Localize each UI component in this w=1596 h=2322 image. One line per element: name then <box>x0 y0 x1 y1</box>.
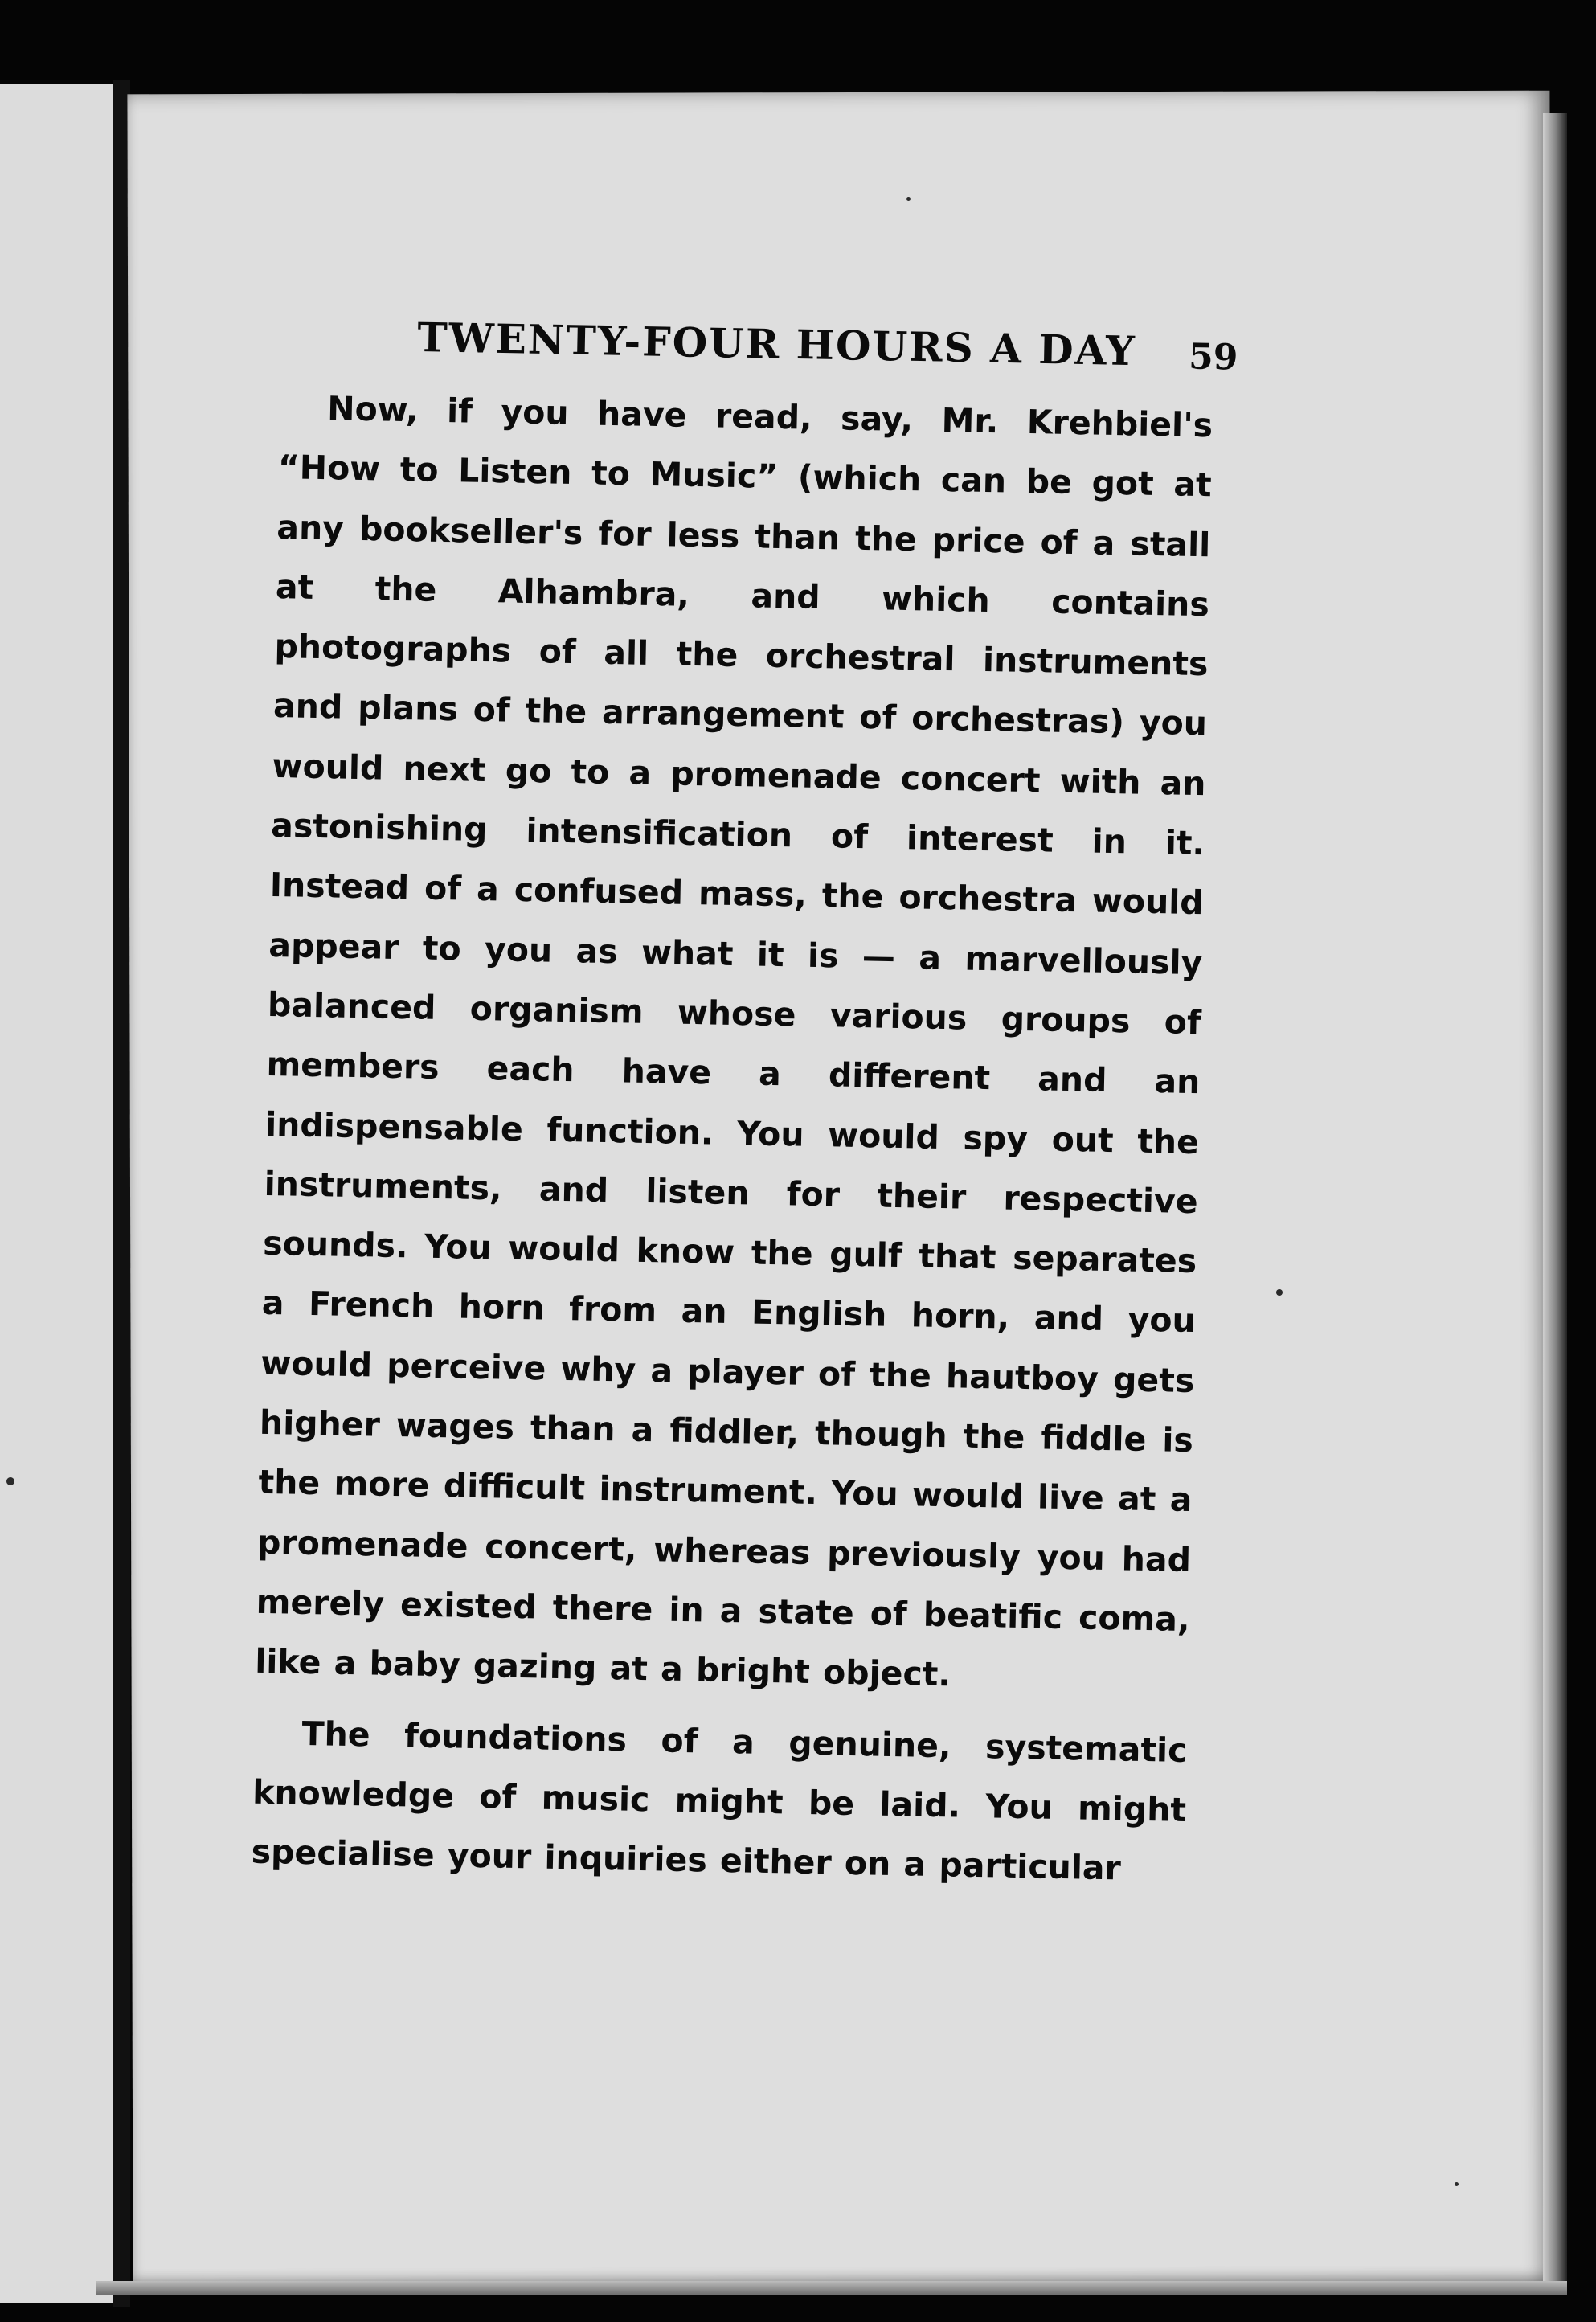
body-text <box>251 378 1213 1899</box>
ink-speck <box>1455 2182 1459 2186</box>
page-number: 59 <box>1188 336 1238 379</box>
page-fore-edge <box>1543 113 1567 2283</box>
running-title: TWENTY-FOUR HOURS A DAY <box>416 313 1137 375</box>
paragraph-1: Now, if you have read, say, Mr. Krehbiel's “How to Listen to Music” (which can be got at any bookseller's for less than the price of a stall at the Alhambra, and which contains photographs of all the orchestral instruments and plans of the arrangement of orchestras) you would next go to a promenade concert with an astonishing intensification of interest in it. Instead of a confused mass, the orchestra would appear to you as what it is — a marvellously balanced organism whose various groups of members each have a different and an indispensable function. You would spy out the instruments, and listen for their respective sounds. You would know the gulf that separates a French horn from an English horn, and you would perceive why a player of the hautboy gets higher wages than a fiddler, though the fiddle is the more difficult instrument. You would live at a promenade concert, whereas previously you had merely existed there in a state of beatific coma, like a baby gazing at a bright object. <box>254 389 1213 1694</box>
facing-page-edge <box>0 84 121 2303</box>
ink-speck <box>906 197 911 201</box>
ink-speck <box>1276 1289 1283 1296</box>
paragraph-2: The foundations of a genuine, systematic knowledge of music might be laid. You might specialise your inquiries either on a particular <box>251 1714 1188 1888</box>
ink-speck <box>6 1477 14 1485</box>
page-bottom-edge <box>96 2281 1567 2295</box>
